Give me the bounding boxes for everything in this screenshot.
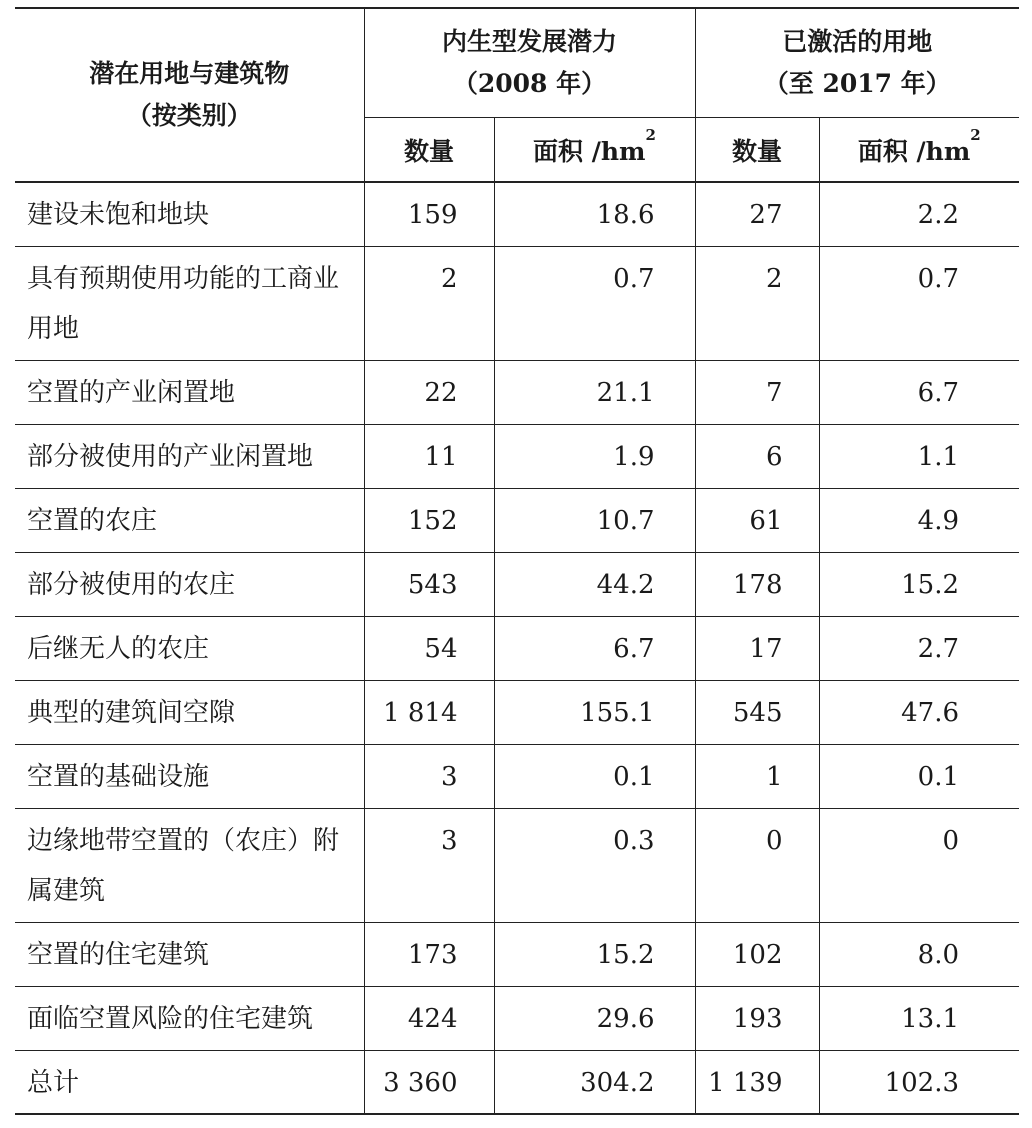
row-category: 具有预期使用功能的工商业用地 — [15, 246, 364, 360]
count-2008-cell: 173 — [364, 922, 494, 986]
area-2017-cell: 2.2 — [819, 182, 1019, 246]
area-2017-cell: 13.1 — [819, 986, 1019, 1050]
count-2008-cell: 3 — [364, 808, 494, 922]
count-2008-cell: 2 — [364, 246, 494, 360]
area-2008-cell: 0.7 — [494, 246, 695, 360]
area-2008-cell: 6.7 — [494, 616, 695, 680]
area-2008-cell: 18.6 — [494, 182, 695, 246]
group1-subtitle: （2008 年） — [452, 69, 607, 98]
count-2008-cell: 11 — [364, 424, 494, 488]
table-row — [15, 424, 1019, 488]
area-2017-cell: 2.7 — [819, 616, 1019, 680]
count-2017-cell: 61 — [695, 488, 819, 552]
area-2017-cell: 6.7 — [819, 360, 1019, 424]
category-title: 潜在用地与建筑物 — [89, 59, 290, 88]
count-header-2008: 数量 — [364, 118, 494, 183]
row-category: 部分被使用的产业闲置地 — [15, 424, 364, 488]
count-2008-cell: 3 360 — [364, 1050, 494, 1114]
table-row — [15, 808, 1019, 922]
count-2008-cell: 22 — [364, 360, 494, 424]
row-category: 后继无人的农庄 — [15, 616, 364, 680]
area-superscript: 2 — [645, 125, 656, 144]
table-row — [15, 616, 1019, 680]
land-potential-table — [15, 7, 1019, 1115]
area-2008-cell: 155.1 — [494, 680, 695, 744]
group2-title: 已激活的用地 — [782, 27, 933, 56]
table-row — [15, 680, 1019, 744]
count-2017-cell: 1 139 — [695, 1050, 819, 1114]
area-header-2008 — [494, 118, 695, 183]
table-row — [15, 552, 1019, 616]
count-2017-cell: 17 — [695, 616, 819, 680]
area-2008-cell: 29.6 — [494, 986, 695, 1050]
row-category: 空置的产业闲置地 — [15, 360, 364, 424]
table-row — [15, 986, 1019, 1050]
area-2008-cell: 15.2 — [494, 922, 695, 986]
row-category: 空置的住宅建筑 — [15, 922, 364, 986]
row-category: 部分被使用的农庄 — [15, 552, 364, 616]
area-2017-cell: 0 — [819, 808, 1019, 922]
table-row — [15, 360, 1019, 424]
count-2008-cell: 152 — [364, 488, 494, 552]
row-category: 建设未饱和地块 — [15, 182, 364, 246]
group2-subtitle: （至 2017 年） — [763, 69, 951, 98]
area-superscript: 2 — [970, 125, 981, 144]
count-2017-cell: 6 — [695, 424, 819, 488]
count-2017-cell: 1 — [695, 744, 819, 808]
row-category: 面临空置风险的住宅建筑 — [15, 986, 364, 1050]
count-2017-cell: 193 — [695, 986, 819, 1050]
count-2008-cell: 54 — [364, 616, 494, 680]
count-2017-cell: 178 — [695, 552, 819, 616]
count-2017-cell: 27 — [695, 182, 819, 246]
area-label: 面积 /hm — [857, 136, 971, 166]
count-2008-cell: 1 814 — [364, 680, 494, 744]
category-subtitle: （按类别） — [126, 101, 252, 130]
area-2008-cell: 21.1 — [494, 360, 695, 424]
area-label: 面积 /hm — [533, 136, 646, 166]
count-header-2017: 数量 — [695, 118, 819, 183]
area-2008-cell: 1.9 — [494, 424, 695, 488]
area-2008-cell: 304.2 — [494, 1050, 695, 1114]
table-row — [15, 246, 1019, 360]
row-category: 空置的农庄 — [15, 488, 364, 552]
category-header — [15, 8, 364, 182]
count-2017-cell: 0 — [695, 808, 819, 922]
count-2017-cell: 2 — [695, 246, 819, 360]
table-row — [15, 182, 1019, 246]
count-2008-cell: 543 — [364, 552, 494, 616]
area-2017-cell: 47.6 — [819, 680, 1019, 744]
area-2017-cell: 8.0 — [819, 922, 1019, 986]
total-row — [15, 1050, 1019, 1114]
row-category: 总计 — [15, 1050, 364, 1114]
table-row — [15, 922, 1019, 986]
area-2017-cell: 1.1 — [819, 424, 1019, 488]
count-2008-cell: 424 — [364, 986, 494, 1050]
table-body — [15, 182, 1019, 1114]
area-header-2017 — [819, 118, 1019, 183]
group1-title: 内生型发展潜力 — [442, 27, 618, 56]
group-header-2017 — [695, 8, 1019, 118]
group-header-2008 — [364, 8, 695, 118]
row-category: 边缘地带空置的（农庄）附属建筑 — [15, 808, 364, 922]
area-2017-cell: 15.2 — [819, 552, 1019, 616]
area-2008-cell: 0.1 — [494, 744, 695, 808]
area-2017-cell: 0.7 — [819, 246, 1019, 360]
count-2008-cell: 3 — [364, 744, 494, 808]
area-2008-cell: 0.3 — [494, 808, 695, 922]
table-header — [15, 8, 1019, 182]
area-2017-cell: 102.3 — [819, 1050, 1019, 1114]
table-row — [15, 744, 1019, 808]
row-category: 空置的基础设施 — [15, 744, 364, 808]
table-row — [15, 488, 1019, 552]
area-2017-cell: 0.1 — [819, 744, 1019, 808]
count-2017-cell: 545 — [695, 680, 819, 744]
row-category: 典型的建筑间空隙 — [15, 680, 364, 744]
area-2008-cell: 44.2 — [494, 552, 695, 616]
count-2017-cell: 102 — [695, 922, 819, 986]
area-2008-cell: 10.7 — [494, 488, 695, 552]
count-2017-cell: 7 — [695, 360, 819, 424]
area-2017-cell: 4.9 — [819, 488, 1019, 552]
count-2008-cell: 159 — [364, 182, 494, 246]
